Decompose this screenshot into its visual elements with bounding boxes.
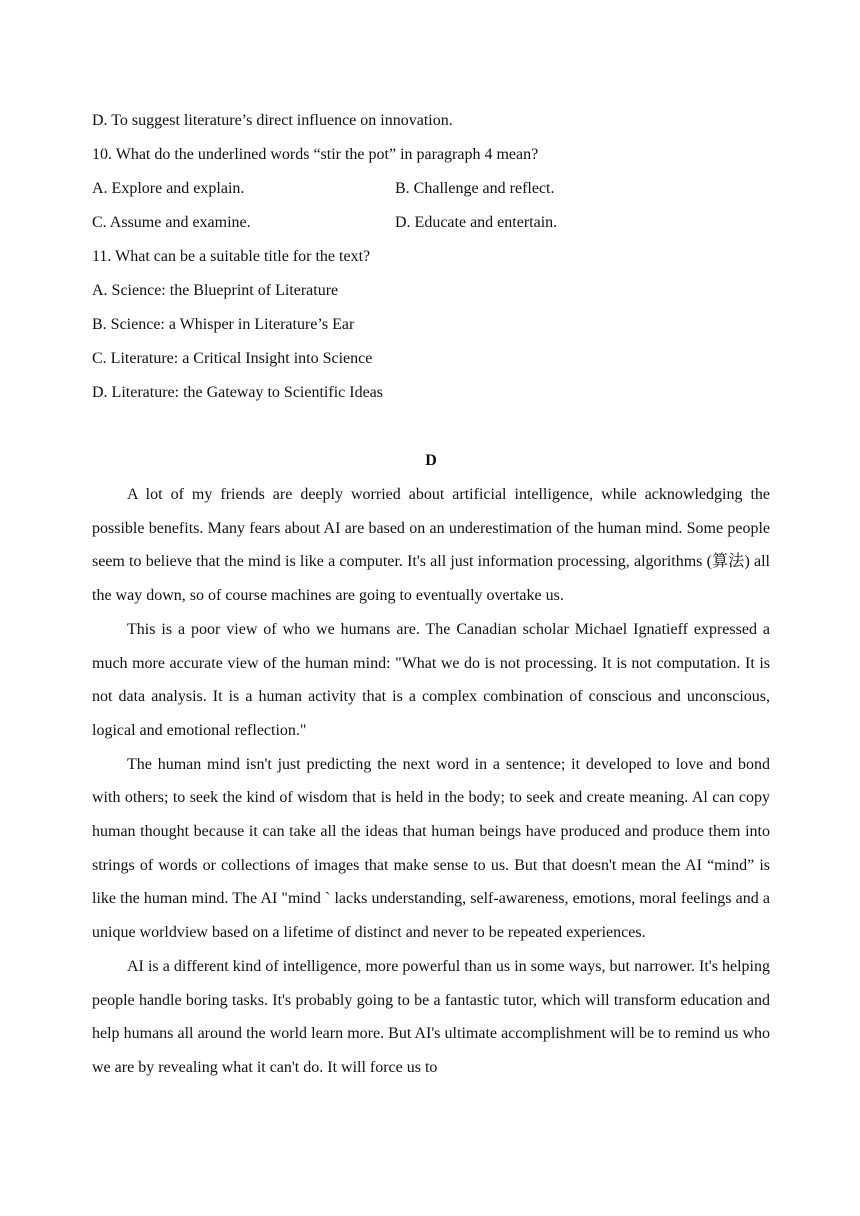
q10-option-c: C. Assume and examine. [92,214,251,231]
q10-stem: 10. What do the underlined words “stir the pot” in paragraph 4 mean? [92,146,539,163]
passage-paragraph-3: The human mind isn't just predicting the next word in a sentence; it developed to love and bond with others; to seek the kind of wisdom that is held in the body; to seek and create meaning. Al can copy human thought because it can take all the ideas that human beings have produced and produce them into strings of words or collections of images that make sense to us. But that doesn't mean the AI “mind” is like the human mind. The AI "mind ` lacks understanding, self-awareness, emotions, moral feelings and a unique worldview based on a lifetime of distinct and never to be repeated experiences. [92,755,770,942]
q10-options-row-1 [92,172,770,206]
q11-option-b: B. Science: a Whisper in Literature’s Ear [92,316,355,333]
passage-heading: D [425,452,437,469]
q11-stem: 11. What can be a suitable title for the text? [92,248,371,265]
q11-option-a: A. Science: the Blueprint of Literature [92,282,339,299]
q10-option-b: B. Challenge and reflect. [395,180,555,197]
section-spacer [92,410,770,444]
q11-option-d: D. Literature: the Gateway to Scientific Ideas [92,384,383,401]
passage-paragraph-2: This is a poor view of who we humans are. The Canadian scholar Michael Ignatieff expressed a much more accurate view of the human mind: "What we do is not processing. It is not computation. It is not data analysis. It is a human activity that is a complex combination of conscious and unconscious, logical and emotional reflection." [92,620,770,739]
q11-option-c: C. Literature: a Critical Insight into Science [92,350,373,367]
document-page [92,104,770,1085]
passage-paragraph-1: A lot of my friends are deeply worried about artificial intelligence, while acknowledging the possible benefits. Many fears about AI are based on an underestimation of the human mind. Some people seem to believe that the mind is like a computer. It's all just information processing, algorithms (算法) all the way down, so of course machines are going to eventually overtake us. [92,486,770,605]
q10-option-a: A. Explore and explain. [92,180,245,197]
q9-option-d: D. To suggest literature’s direct influence on innovation. [92,112,453,129]
q10-option-d: D. Educate and entertain. [395,214,558,231]
passage-paragraph-4: AI is a different kind of intelligence, more powerful than us in some ways, but narrower. It's helping people handle boring tasks. It's probably going to be a fantastic tutor, which will transform education and help humans all around the world learn more. But AI's ultimate accomplishment will be to remind us who we are by revealing what it can't do. It will force us to [92,957,770,1076]
q10-options-row-2 [92,206,770,240]
